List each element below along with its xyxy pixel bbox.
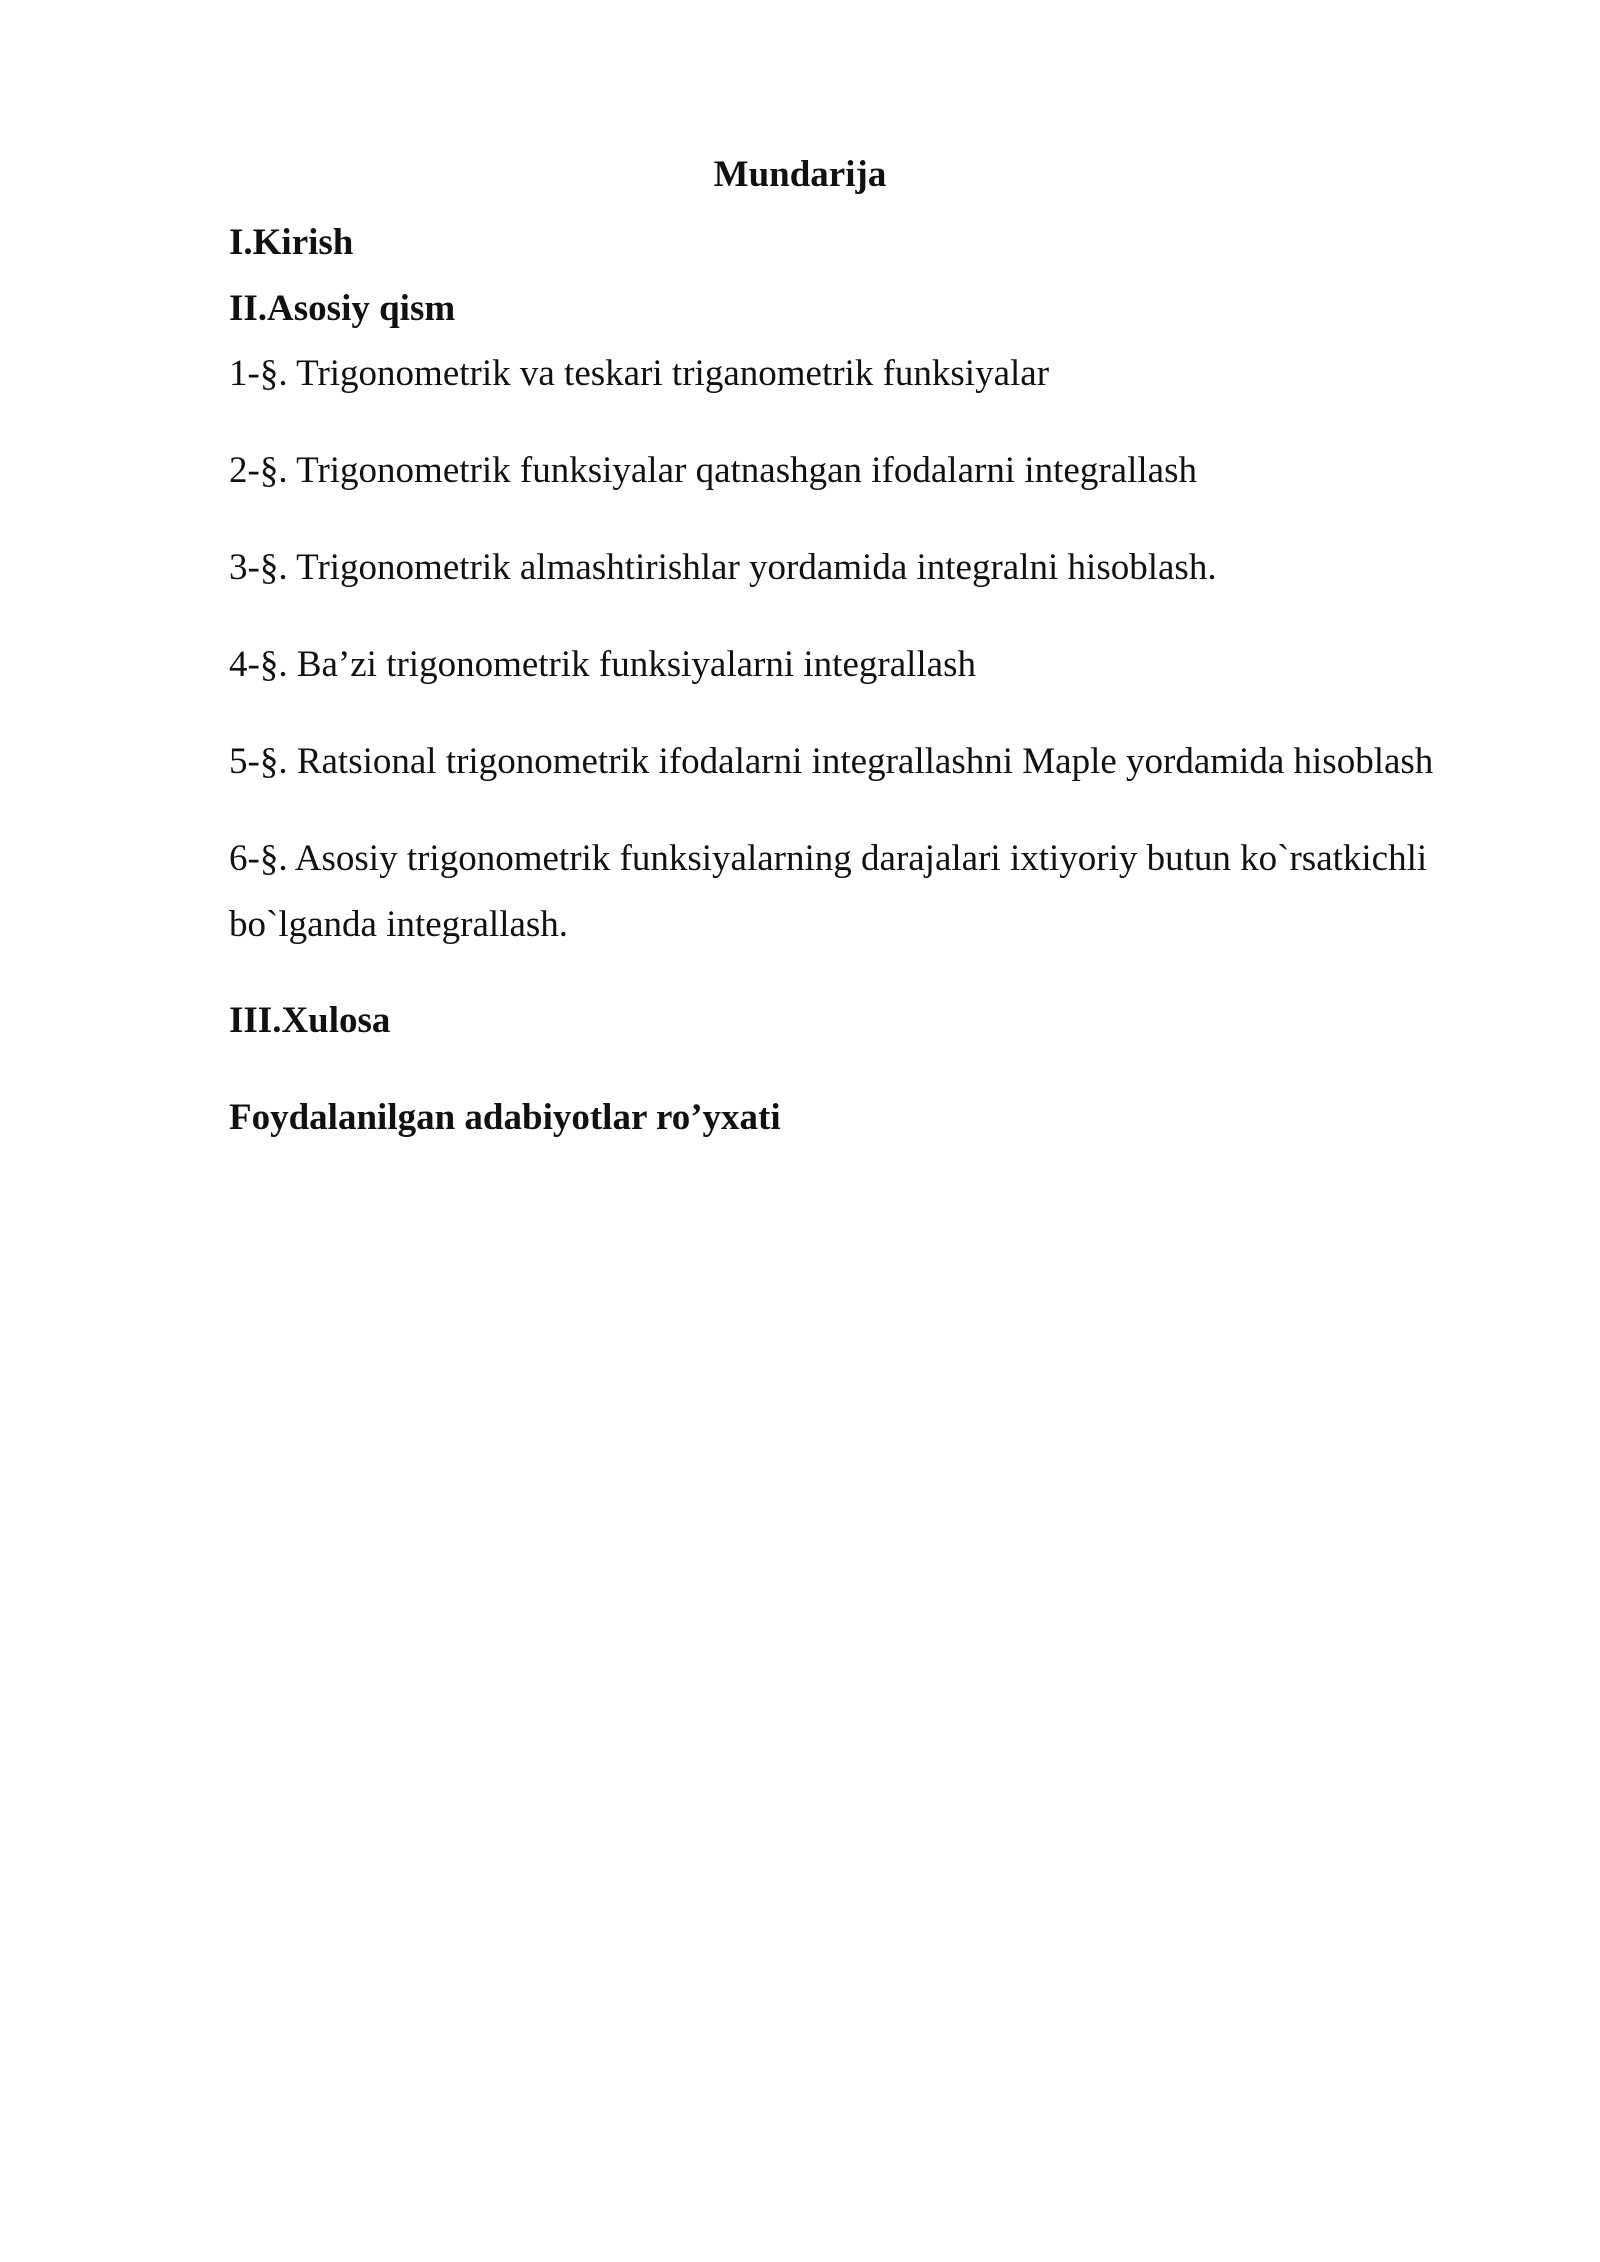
toc-item-5: 5-§. Ratsional trigonometrik ifodalarni integrallashni Maple yordamida hisoblash: [229, 741, 1434, 782]
toc-item-3: 3-§. Trigonometrik almashtirishlar yordamida integralni hisoblash.: [229, 547, 1217, 588]
toc-section-intro: I.Kirish: [229, 222, 354, 263]
toc-section-references: Foydalanilgan adabiyotlar ro’yxati: [229, 1097, 781, 1138]
toc-section-conclusion: III.Xulosa: [229, 1000, 391, 1041]
toc-item-4: 4-§. Ba’zi trigonometrik funksiyalarni integrallash: [229, 644, 976, 685]
page-title: Mundarija: [713, 154, 887, 195]
toc-section-main: II.Asosiy qism: [229, 288, 456, 329]
toc-item-6: 6-§. Asosiy trigonometrik funksiyalarning darajalari ixtiyoriy butun ko`rsatkichli bo`lganda integrallash.: [229, 838, 1428, 945]
toc-item-1: 1-§. Trigonometrik va teskari triganometrik funksiyalar: [229, 353, 1050, 394]
toc-item-2: 2-§. Trigonometrik funksiyalar qatnashgan ifodalarni integrallash: [229, 450, 1197, 491]
